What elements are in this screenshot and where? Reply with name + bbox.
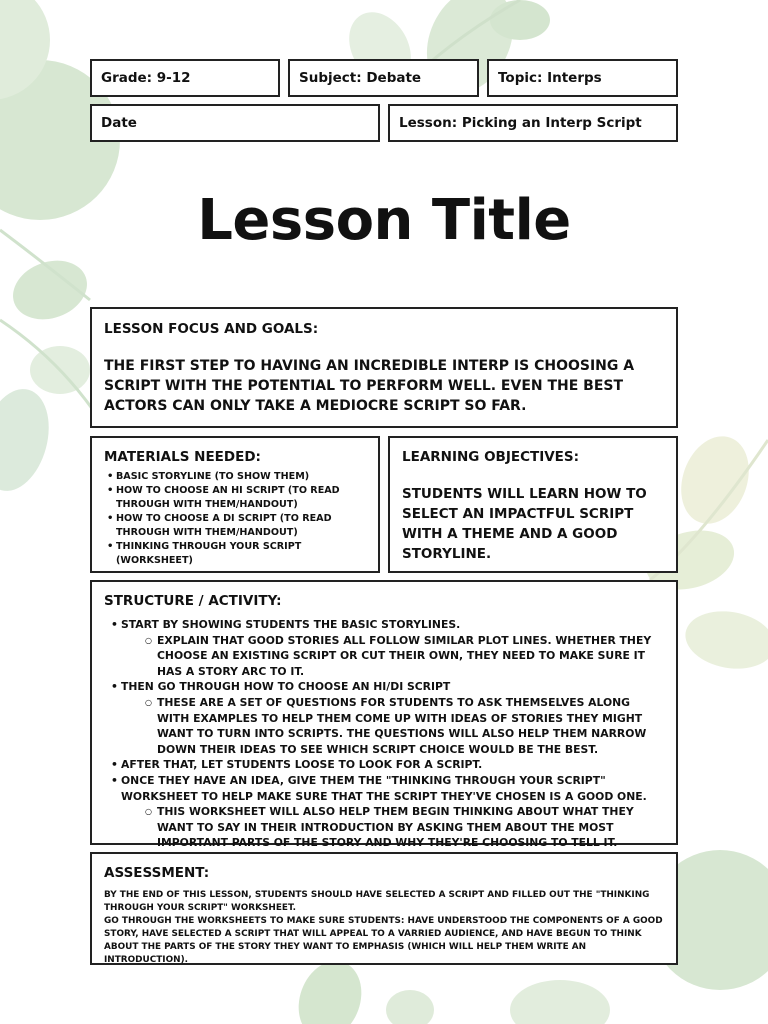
materials-heading: MATERIALS NEEDED: xyxy=(104,449,261,465)
lesson-field[interactable] xyxy=(388,104,678,142)
assessment-paragraph-2: GO THROUGH THE WORKSHEETS TO MAKE SURE STUDENTS: HAVE UNDERSTOOD THE COMPONENTS OF A GOOD STORY, HAVE SELECTED A SCRIPT THAT WILL APPEAL TO A VARRIED AUDIENCE, AND HAVE BEGUN TO THINK ABOUT THE PARTS OF THE STORY THEY WANT TO EMPHASIS (WHICH WILL HELP THEM WRITE AN INTRODUCTION). xyxy=(104,916,663,965)
sub-list-item: ○ THESE ARE A SET OF QUESTIONS FOR STUDENTS TO ASK THEMSELVES ALONG WITH EXAMPLES TO HELP THEM COME UP WITH IDEAS OF STORIES THEY MIGHT WANT TO TURN INTO SCRIPTS. THE QUESTIONS WILL ALSO HELP THEM NARROW DOWN THEIR IDEAS TO SEE WHICH SCRIPT CHOICE WOULD BE THE BEST. xyxy=(121,695,666,757)
subject-field[interactable] xyxy=(288,59,479,97)
list-item: • THINKING THROUGH YOUR SCRIPT (WORKSHEET) xyxy=(104,540,368,568)
list-item: • HOW TO CHOOSE AN HI SCRIPT (TO READ THROUGH WITH THEM/HANDOUT) xyxy=(104,484,368,512)
objectives-section xyxy=(388,436,678,573)
list-item xyxy=(104,773,666,851)
activity-item-text: THEN GO THROUGH HOW TO CHOOSE AN HI/DI SCRIPT xyxy=(121,680,451,694)
structure-section xyxy=(90,580,678,850)
lesson-focus-text: THE FIRST STEP TO HAVING AN INCREDIBLE INTERP IS CHOOSING A SCRIPT WITH THE POTENTIAL TO PERFORM WELL. EVEN THE BEST ACTORS CAN ONLY TAKE A MEDIOCRE SCRIPT SO FAR. xyxy=(104,358,635,414)
sub-list-item: ○ EXPLAIN THAT GOOD STORIES ALL FOLLOW SIMILAR PLOT LINES. WHETHER THEY CHOOSE AN EXISTING SCRIPT OR CUT THEIR OWN, THEY NEED TO MAKE SURE IT HAS A STORY ARC TO IT. xyxy=(121,633,666,680)
lesson-focus-section xyxy=(90,307,678,428)
lesson-label: Lesson: Picking an Interp Script xyxy=(399,115,642,131)
list-item: • BASIC STORYLINE (TO SHOW THEM) xyxy=(104,470,368,484)
structure-heading: STRUCTURE / ACTIVITY: xyxy=(104,593,282,609)
list-item xyxy=(104,757,666,773)
activity-item-text: START BY SHOWING STUDENTS THE BASIC STORYLINES. xyxy=(121,618,461,631)
assessment-paragraph-1: BY THE END OF THIS LESSON, STUDENTS SHOULD HAVE SELECTED A SCRIPT AND FILLED OUT THE "THINKING THROUGH YOUR SCRIPT" WORKSHEET. xyxy=(104,890,650,913)
materials-section xyxy=(90,436,380,573)
activity-item-text: AFTER THAT, LET STUDENTS LOOSE TO LOOK FOR A SCRIPT. xyxy=(121,758,483,772)
subject-label: Subject: Debate xyxy=(299,70,422,86)
grade-field[interactable] xyxy=(90,59,280,97)
lesson-title: Lesson Title xyxy=(197,188,571,253)
date-field[interactable] xyxy=(90,104,380,142)
list-item: • HOW TO CHOOSE A DI SCRIPT (TO READ THROUGH WITH THEM/HANDOUT) xyxy=(104,512,368,540)
activity-list xyxy=(104,617,666,851)
objectives-text: STUDENTS WILL LEARN HOW TO SELECT AN IMPACTFUL SCRIPT WITH A THEME AND A GOOD STORYLINE. xyxy=(402,486,647,562)
list-item xyxy=(104,679,666,757)
assessment-heading: ASSESSMENT: xyxy=(104,865,210,881)
assessment-section xyxy=(90,852,678,965)
materials-list xyxy=(104,470,368,568)
sub-list-item: ○ THIS WORKSHEET WILL ALSO HELP THEM BEGIN THINKING ABOUT WHAT THEY WANT TO SAY IN THEIR INTRODUCTION BY ASKING THEM ABOUT THE MOST IMPORTANT PARTS OF THE STORY AND WHY THEY'RE CHOOSING TO TELL IT. xyxy=(121,804,666,851)
topic-label: Topic: Interps xyxy=(498,70,602,86)
lesson-focus-heading: LESSON FOCUS AND GOALS: xyxy=(104,321,319,337)
objectives-heading: LEARNING OBJECTIVES: xyxy=(402,449,580,465)
date-label: Date xyxy=(101,115,137,131)
topic-field[interactable] xyxy=(487,59,678,97)
grade-label: Grade: 9-12 xyxy=(101,70,191,86)
activity-item-text: ONCE THEY HAVE AN IDEA, GIVE THEM THE "THINKING THROUGH YOUR SCRIPT" WORKSHEET TO HELP MAKE SURE THAT THE SCRIPT THEY'VE CHOSEN IS A GOOD ONE. xyxy=(121,773,647,803)
list-item xyxy=(104,617,666,679)
